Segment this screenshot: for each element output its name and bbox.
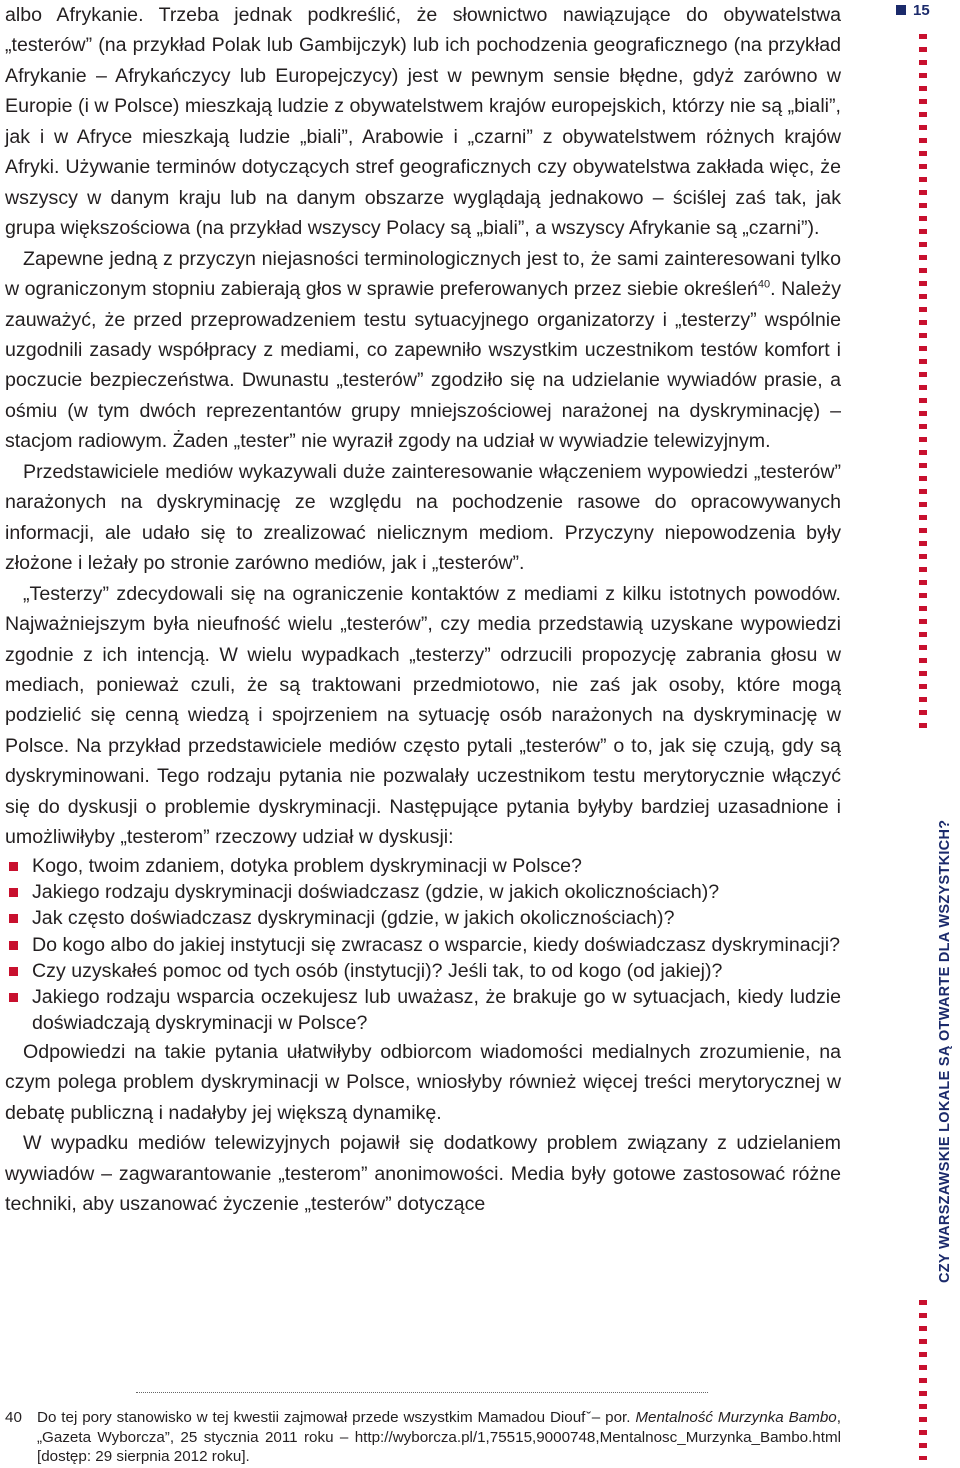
paragraph: W wypadku mediów telewizyjnych pojawił się dodatkowy problem związany z udzielaniem wywiadów – zagwarantowanie „testerom” anonimowości. Media były gotowe zastosować różne techniki, aby uszanować życzenie „testerów” dotyczące	[5, 1132, 841, 1216]
list-item: Jakiego rodzaju wsparcia oczekujesz lub uważasz, że brakuje go w sytuacjach, kiedy ludzie doświadczają dyskryminacji w Polsce?	[5, 984, 841, 1037]
dotted-rule-top	[919, 34, 927, 734]
paragraph-text: . Należy zauważyć, że przed przeprowadzeniem testu sytuacyjnego organizatorzy i „testerzy” wspólnie uzgodnili zasady współpracy z mediami, co zapewniło wszystkim uczestnikom testów komfort i poczucie bezpieczeństwa. Dwunastu „testerów” zgodziło się na udzielanie wywiadów prasie, a ośmiu (w tym dwóch reprezentantów grupy mniejszościowej narażonej na dyskryminację) – stacjom radiowym. Żaden „tester” nie wyraził zgody na udział w wywiadzie telewizyjnym.	[5, 278, 841, 453]
footnote-reference[interactable]: 40	[757, 278, 771, 291]
paragraph: albo Afrykanie. Trzeba jednak podkreślić, że słownictwo nawiązujące do obywatelstwa „testerów” (na przykład Polak lub Gambijczyk) lub ich pochodzenia geograficznego (na przykład Afrykanie – Afrykańczycy lub Europejczycy) jest w pewnym sensie błędne, gdyż zarówno w Europie (i w Polsce) mieszkają ludzie z obywatelstwem krajów europejskich, którzy nie są „biali”, jak i w Afryce mieszkają ludzie „biali”, Arabowie i „czarni” z obywatelstwem różnych krajów Afryki. Używanie terminów dotyczących stref geograficznych czy obywatelstwa zakłada więc, że wszyscy w danym kraju lub na danym obszarze wyglądają jednakowo – ściślej zaś tak, jak grupa większościowa (na przykład wszyscy Polacy są „biali”, a wszyscy Afrykanie są „czarni”).	[5, 4, 841, 240]
page-number-block	[896, 0, 930, 20]
running-title: CZY WARSZAWSKIE LOKALE SĄ OTWARTE DLA WSZYSTKICH?	[937, 819, 953, 1283]
footnote-separator	[136, 1392, 708, 1393]
main-text	[5, 0, 841, 1219]
footnote-text-after: , „Gazeta Wyborcza”, 25 stycznia 2011 roku – http://wyborcza.pl/1,75515,9000748,Mentalnosc_Murzynka_Bambo.html [dostęp: 29 sierpnia 2012 roku].	[37, 1409, 841, 1465]
paragraph-text: Zapewne jedną z przyczyn niejasności terminologicznych jest to, że sami zainteresowani tylko w ograniczonym stopniu zabierają głos w sprawie preferowanych przez siebie określeń	[5, 247, 841, 301]
question-list	[5, 853, 841, 1037]
paragraph	[5, 244, 841, 457]
footnote	[5, 1408, 841, 1467]
paragraph: „Testerzy” zdecydowali się na ograniczenie kontaktów z mediami z kilku istotnych powodów. Najważniejszym była nieufność wielu „testerów”, czy media przedstawią uzyskane wypowiedzi zgodnie z ich intencją. W wielu wypadkach „testerzy” odrzucili propozycję zabrania głosu w mediach, ponieważ czuli, że są traktowani przedmiotowo, nie zaś jak osoby, które mogą podzielić się cenną wiedzą i spojrzeniem na sytuację osób narażonych na dyskryminację w Polsce. Na przykład przedstawiciele mediów często pytali „testerów” o to, jak się czują, gdy są dyskryminowani. Tego rodzaju pytania nie pozwalały uczestnikom testu merytorycznie włączyć się do dyskusji o problemie dyskryminacji. Następujące pytania byłyby bardziej uzasadnione i umożliwiłyby „testerom” rzeczowy udział w dyskusji:	[5, 582, 841, 849]
list-item: Czy uzyskałeś pomoc od tych osób (instytucji)? Jeśli tak, to od kogo (od jakiej)?	[5, 958, 841, 984]
list-item: Jak często doświadczasz dyskryminacji (gdzie, w jakich okolicznościach)?	[5, 905, 841, 931]
paragraph: Odpowiedzi na takie pytania ułatwiłyby odbiorcom wiadomości medialnych zrozumienie, na czym polega problem dyskryminacji w Polsce, wniosłyby również więcej treści merytorycznej w debatę publiczną i nadałyby jej większą dynamikę.	[5, 1040, 841, 1124]
dotted-rule-bottom	[919, 1300, 927, 1460]
footnote-text	[37, 1408, 841, 1467]
page-number: 15	[913, 1, 930, 19]
footnote-title: Mentalność Murzynka Bambo	[635, 1409, 837, 1426]
footnote-text-before: Do tej pory stanowisko w tej kwestii zajmował przede wszystkim Mamadou Dioufˇ– por.	[37, 1409, 636, 1426]
square-bullet-icon	[896, 5, 906, 15]
list-item: Do kogo albo do jakiej instytucji się zwracasz o wsparcie, kiedy doświadczasz dyskryminacji?	[5, 932, 841, 958]
list-item: Jakiego rodzaju dyskryminacji doświadczasz (gdzie, w jakich okolicznościach)?	[5, 879, 841, 905]
footnote-number: 40	[5, 1409, 22, 1426]
paragraph: Przedstawiciele mediów wykazywali duże zainteresowanie włączeniem wypowiedzi „testerów” narażonych na dyskryminację ze względu na pochodzenie rasowe do opracowywanych informacji, ale udało się to zrealizować nielicznym mediom. Przyczyny niepowodzenia były złożone i leżały po stronie zarówno mediów, jak i „testerów”.	[5, 460, 841, 575]
list-item: Kogo, twoim zdaniem, dotyka problem dyskryminacji w Polsce?	[5, 853, 841, 879]
